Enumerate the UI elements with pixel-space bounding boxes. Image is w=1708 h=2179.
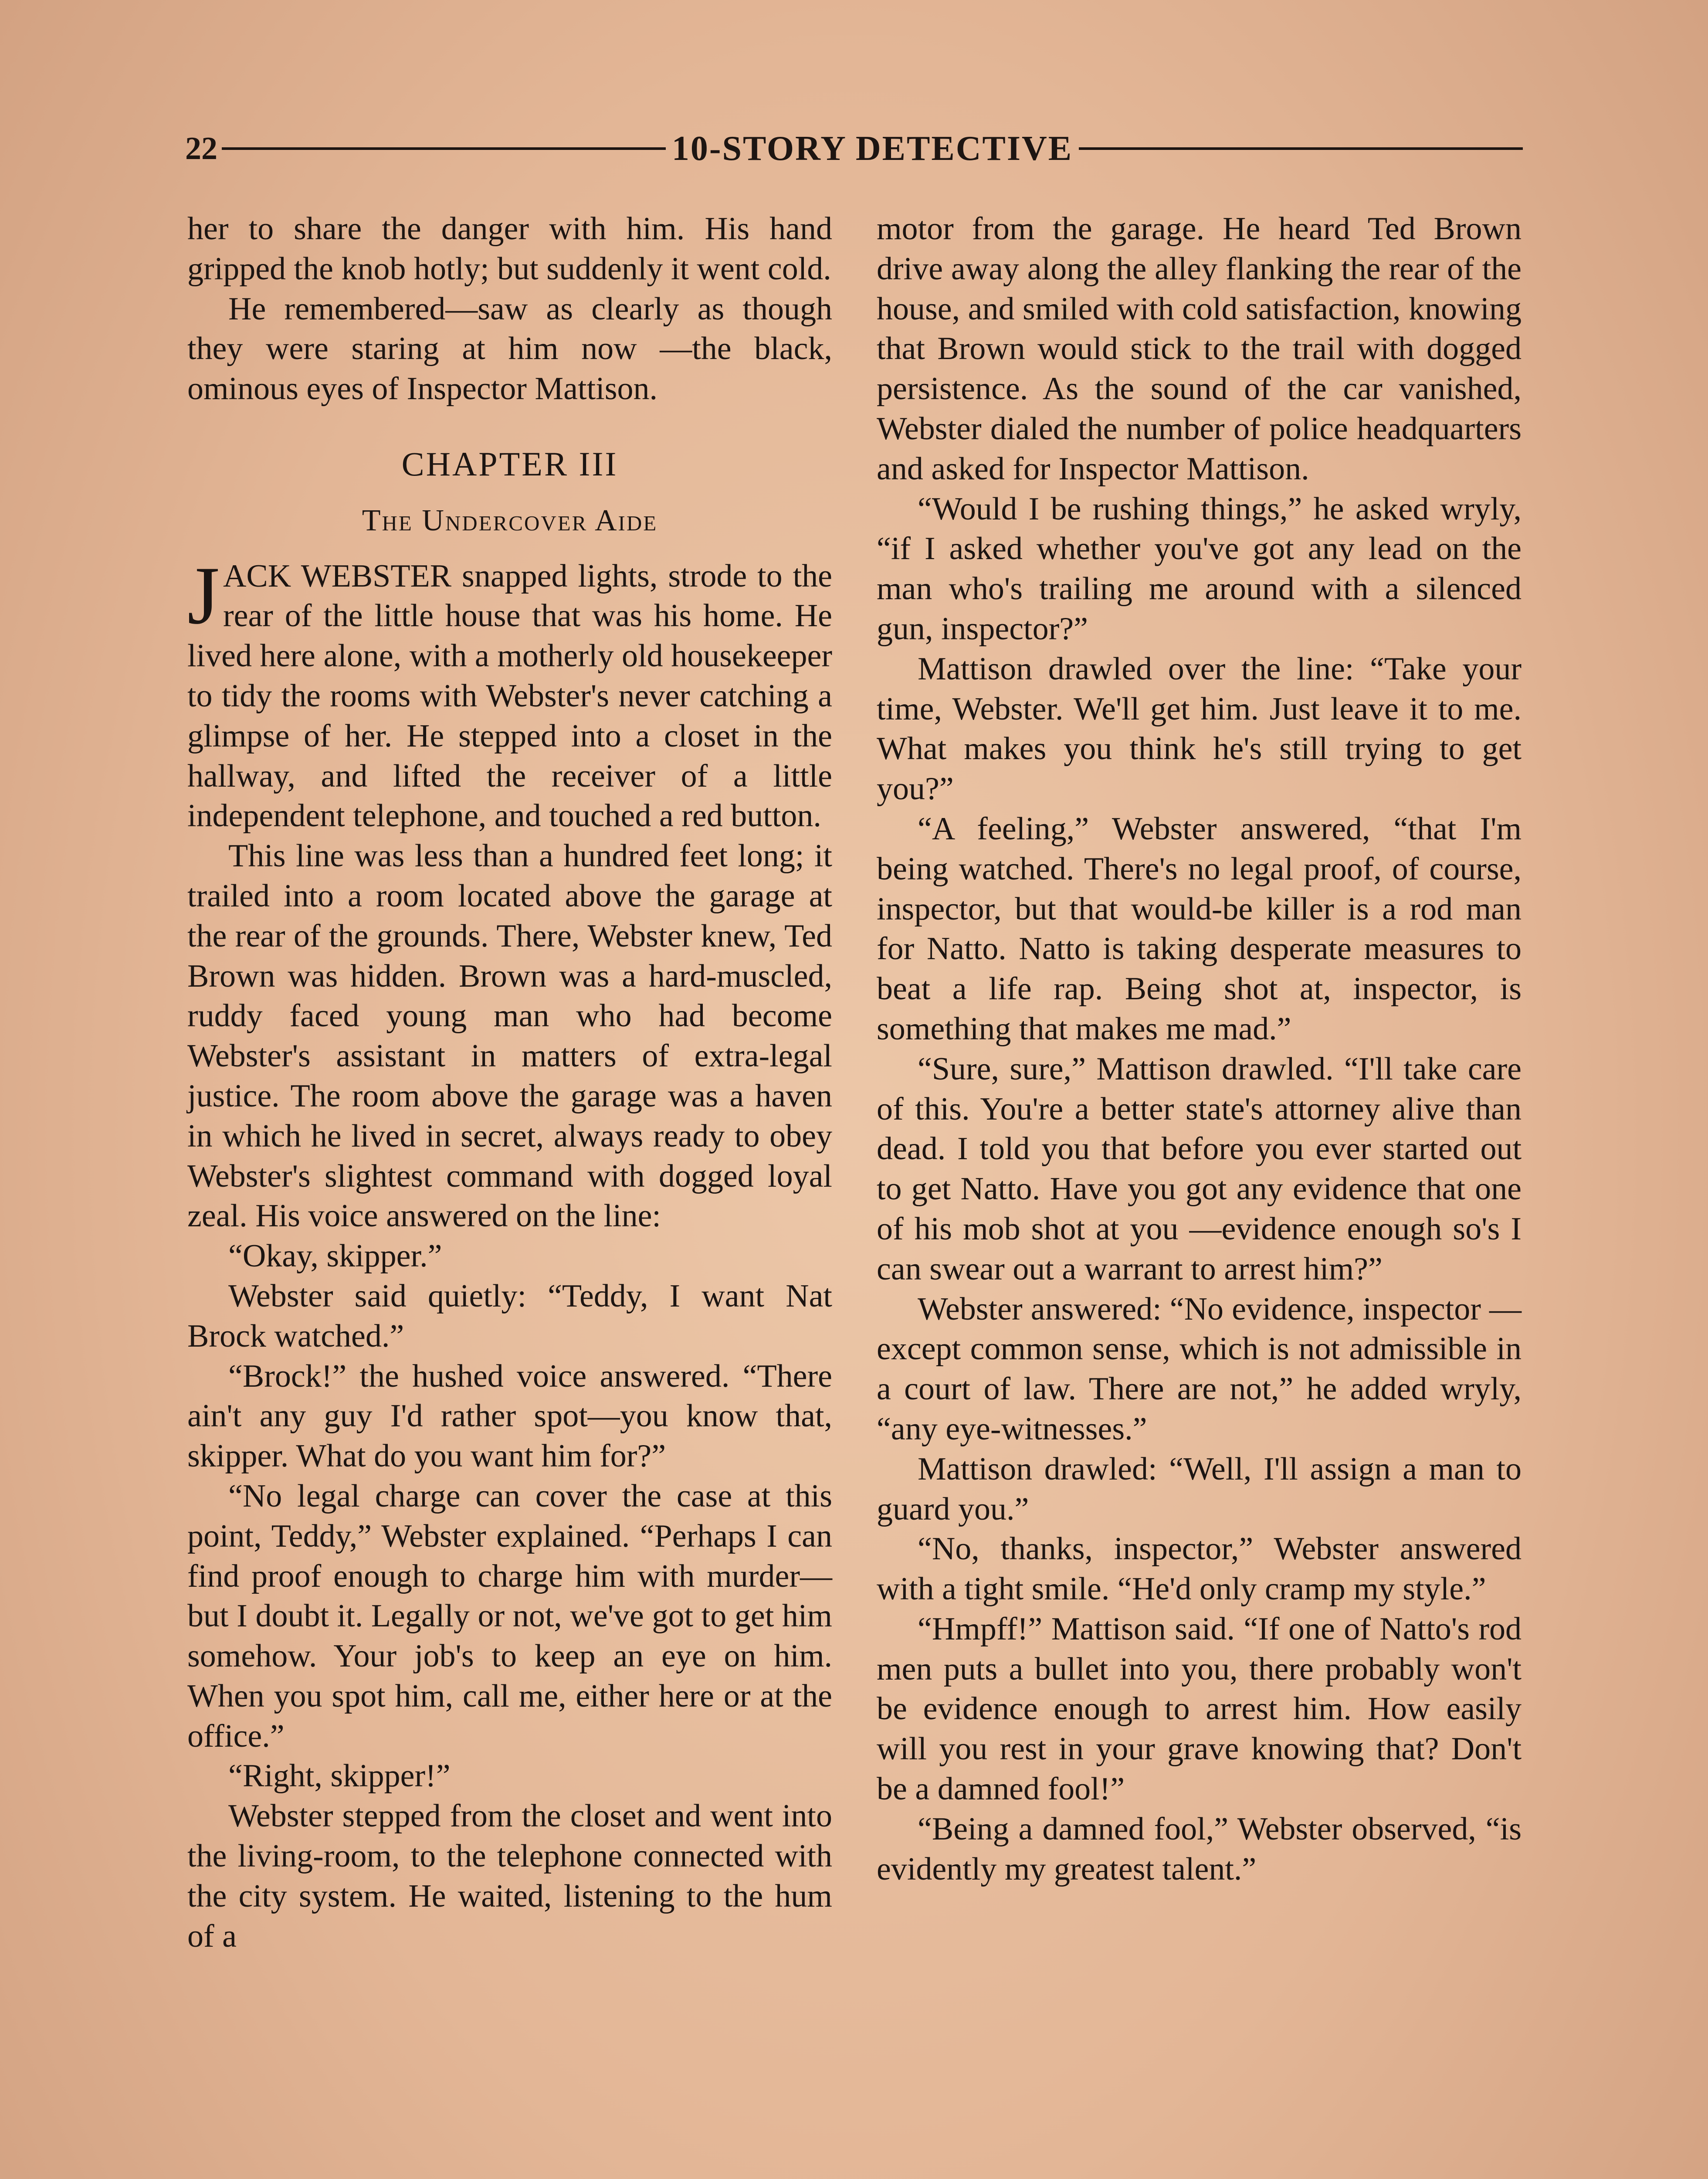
paragraph: “Okay, skipper.” [228, 1238, 442, 1274]
paragraph: Mattison drawled: “Well, I'll assign a man to guard you.” [877, 1451, 1522, 1527]
paragraph: motor from the garage. He heard Ted Brown drive away along the alley flanking the rear of the house, and smiled with cold satisfaction, knowing that Brown would stick to the trail with dogged persistence. As the sound of the car vanished, Webster dialed the number of police headquarters and asked for Inspector Mattison. [877, 211, 1522, 487]
running-header [185, 125, 1523, 173]
header-rule-right [1079, 147, 1523, 150]
paragraph-text: ACK WEBSTER snapped lights, strode to the rear of the little house that was his home. He lived here alone, with a motherly old housekeeper to tidy the rooms with Webster's never catching a glimpse of her. He stepped into a closet in the hallway, and lifted the receiver of a little independent telephone, and touched a red button. [187, 558, 832, 834]
paragraph: Webster answered: “No evidence, inspector — except common sense, which is not admissible in a court of law. There are not,” he added wryly, “any eye-witnesses.” [877, 1291, 1522, 1447]
paragraph: Webster stepped from the closet and went into the living-room, to the telephone connected with the city system. He waited, listening to the hum of a [187, 1798, 832, 1954]
paragraph: “Hmpff!” Mattison said. “If one of Natto's rod men puts a bullet into you, there probably won't be evidence enough to arrest him. How easily will you rest in your grave knowing that? Don't be a damned fool!” [877, 1611, 1522, 1807]
paragraph: “Brock!” the hushed voice answered. “There ain't any guy I'd rather spot—you know that, skipper. What do you want him for?” [187, 1358, 832, 1474]
page-number: 22 [185, 130, 217, 166]
chapter-opening-paragraph [187, 550, 832, 837]
paragraph: He remembered—saw as clearly as though they were staring at him now —the black, ominous eyes of Inspector Mattison. [187, 291, 832, 407]
paragraph: her to share the danger with him. His hand gripped the knob hotly; but suddenly it went cold. [187, 211, 832, 287]
paragraph: Mattison drawled over the line: “Take your time, Webster. We'll get him. Just leave it to me. What makes you think he's still trying to get you?” [877, 651, 1522, 807]
left-column [187, 209, 832, 1956]
paragraph: “A feeling,” Webster answered, “that I'm being watched. There's no legal proof, of course, inspector, but that would-be killer is a rod man for Natto. Natto is taking desperate measures to beat a life rap. Being shot at, inspector, is something that makes me mad.” [877, 811, 1522, 1047]
paragraph: “Sure, sure,” Mattison drawled. “I'll take care of this. You're a better state's attorney alive than dead. I told you that before you ever started out to get Natto. Have you got any evidence that one of his mob shot at you —evidence enough so's I can swear out a warrant to arrest him?” [877, 1051, 1522, 1287]
drop-cap: J [187, 550, 220, 641]
chapter-title: The Undercover Aide [362, 503, 658, 537]
paragraph: Webster said quietly: “Teddy, I want Nat Brock watched.” [187, 1278, 832, 1354]
paragraph: This line was less than a hundred feet long; it trailed into a room located above the garage at the rear of the grounds. There, Webster knew, Ted Brown was hidden. Brown was a hard-muscled, ruddy faced young man who had become Webster's assistant in matters of extra-legal justice. The room above the garage was a haven in which he lived in secret, always ready to obey Webster's slightest command with dogged loyal zeal. His voice answered on the line: [187, 838, 832, 1234]
paragraph: “No, thanks, inspector,” Webster answered with a tight smile. “He'd only cramp my style.” [877, 1531, 1522, 1607]
magazine-title: 10-STORY DETECTIVE [671, 129, 1073, 168]
paragraph: “Right, skipper!” [228, 1758, 451, 1794]
right-column [877, 209, 1522, 1889]
paragraph: “Being a damned fool,” Webster observed, “is evidently my greatest talent.” [877, 1811, 1522, 1887]
paragraph: “Would I be rushing things,” he asked wryly, “if I asked whether you've got any lead on the man who's trailing me around with a silenced gun, inspector?” [877, 491, 1522, 647]
chapter-number: CHAPTER III [401, 445, 618, 483]
header-rule-left [222, 147, 666, 150]
paragraph: “No legal charge can cover the case at this point, Teddy,” Webster explained. “Perhaps I can find proof enough to charge him with murder—but I doubt it. Legally or not, we've got to get him somehow. Your job's to keep an eye on him. When you spot him, call me, either here or at the office.” [187, 1478, 832, 1754]
